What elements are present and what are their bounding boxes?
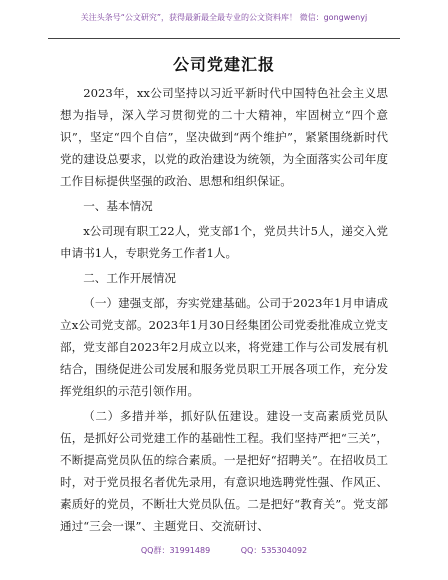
header-banner: 关注头条号“公文研究”，获得最新最全最专业的公文资料库！ 微信：gongwenyj	[80, 13, 368, 22]
section-heading-work-progress: 二、工作开展情况	[83, 271, 176, 285]
intro-paragraph: 2023年，xx公司坚持以习近平新时代中国特色社会主义思想为指导，深入学习贯彻党的二十大精神，牢固树立“四个意识”，坚定“四个自信”，坚决做到“两个维护”，紧紧围绕新时代党的建设总要求，以党的政治建设为统领，为全面落实公司年度工作目标提供坚强的政治、思想和组织保证。	[60, 86, 388, 188]
header-divider	[48, 38, 400, 39]
document-body	[60, 82, 388, 540]
footer-qq: QQ：535304092	[240, 546, 308, 555]
work-progress-paragraph-1: （一）建强支部，夯实党建基础。公司于2023年1月申请成立x公司党支部。2023年1月30日经集团公司党委批准成立党支部，党支部自2023年2月成立以来，将党建工作与公司发展有机结合，围绕促进公司发展和服务党员职工开展各项工作，充分发挥党组织的示范引领作用。	[60, 296, 388, 398]
section-heading-basic-info: 一、基本情况	[83, 199, 153, 213]
document-title: 公司党建汇报	[172, 55, 275, 74]
footer-qq-group: QQ群：31991489	[140, 546, 211, 555]
work-progress-paragraph-2: （二）多措并举，抓好队伍建设。建设一支高素质党员队伍，是抓好公司党建工作的基础性工程。我们坚持严把“三关”，不断提高党员队伍的综合素质。一是把好“招聘关”。在招收员工时，对于党员报名者优先录用，有意识地选聘党性强、作风正、素质好的党员，不断壮大党员队伍。二是把好“教育关”。党支部通过“三会一课”、主题党日、交流研讨、	[60, 409, 388, 533]
footer-contact	[0, 545, 448, 556]
basic-info-paragraph: x公司现有职工22人，党支部1个，党员共计5人，递交入党申请书1人，专职党务工作者1人。	[60, 224, 388, 260]
